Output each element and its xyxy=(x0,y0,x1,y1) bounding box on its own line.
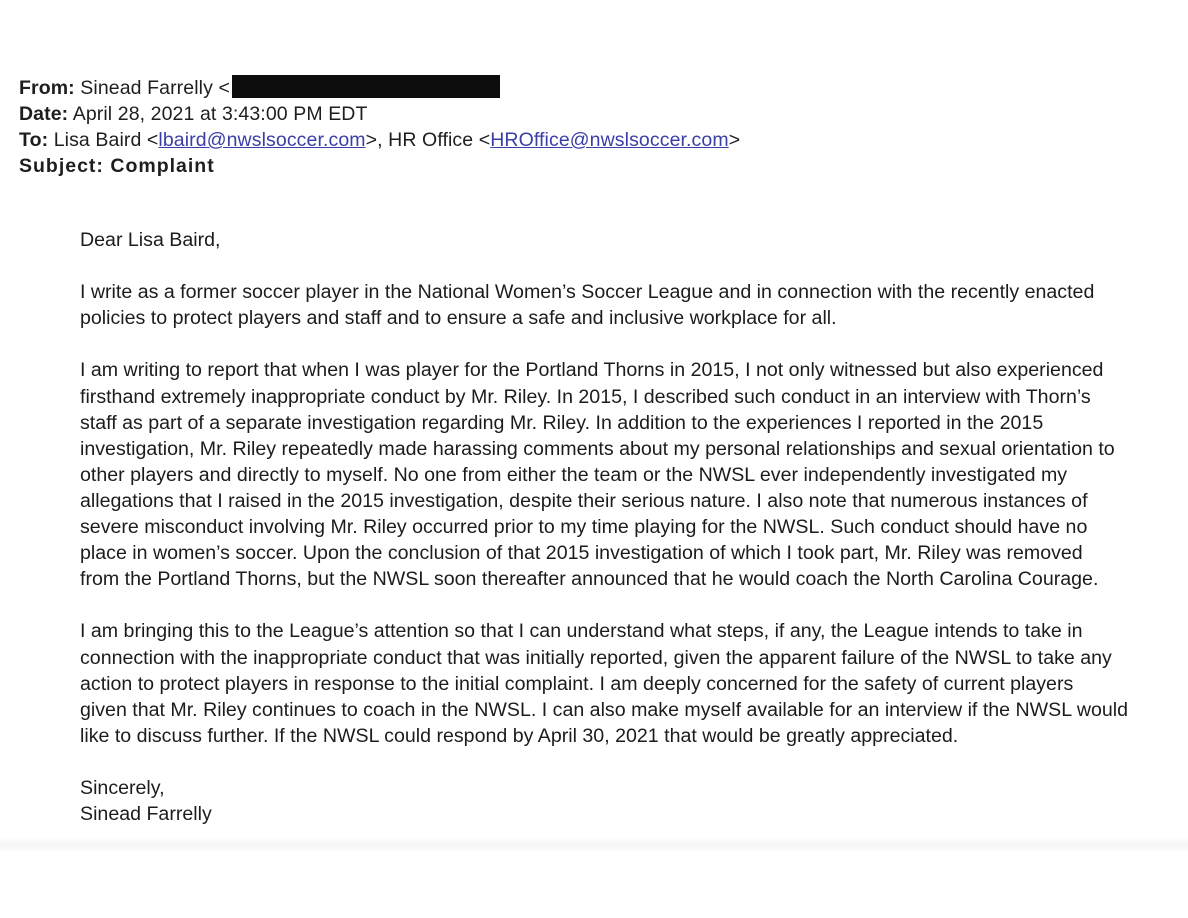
from-label: From: xyxy=(19,77,75,99)
date-row xyxy=(19,101,740,127)
subject-value: Complaint xyxy=(110,155,215,177)
paragraph-line: other players and directly to myself. No one from either the team or the NWSL ever independently investigated my xyxy=(80,463,1068,486)
paragraph-line: allegations that I raised in the 2015 investigation, despite their serious nature. I also note that numerous instances of xyxy=(80,489,1088,512)
paragraph-line: place in women’s soccer. Upon the conclusion of that 2015 investigation of which I took part, Mr. Riley was removed xyxy=(80,542,1083,565)
subject-label: Subject: xyxy=(19,155,104,177)
date-label: Date: xyxy=(19,103,69,125)
from-name: Sinead Farrelly < xyxy=(80,77,230,99)
to-separator: >, HR Office < xyxy=(365,129,491,151)
to-close: > xyxy=(728,129,741,151)
signature: Sinead Farrelly xyxy=(80,803,212,826)
paragraph-intro xyxy=(80,279,1160,331)
paragraph-line: policies to protect players and staff and to ensure a safe and inclusive workplace for all. xyxy=(80,307,837,330)
to-row xyxy=(19,127,740,153)
paragraph-line: investigation, Mr. Riley repeatedly made harassing comments about my personal relationships and sexual orientation to xyxy=(80,437,1115,460)
to-label: To: xyxy=(19,129,49,151)
paragraph-line: from the Portland Thorns, but the NWSL soon thereafter announced that he would coach the North Carolina Courage. xyxy=(80,568,1099,591)
paragraph-line: I am writing to report that when I was player for the Portland Thorns in 2015, I not only witnessed but also experienced xyxy=(80,359,1104,382)
paragraph-line: action to protect players in response to the initial complaint. I am deeply concerned for the safety of current players xyxy=(80,672,1074,695)
email-body xyxy=(80,227,1160,827)
paragraph-line: severe misconduct involving Mr. Riley occurred prior to my time playing for the NWSL. Such conduct should have no xyxy=(80,516,1088,539)
page-bottom-edge xyxy=(0,838,1188,852)
recipient-email-link-hroffice[interactable]: HROffice@nwslsoccer.com xyxy=(490,129,729,151)
paragraph-line: firsthand extremely inappropriate conduct by Mr. Riley. In 2015, I described such conduct in an interview with Thorn’s xyxy=(80,385,1091,408)
date-value: April 28, 2021 at 3:43:00 PM EDT xyxy=(72,103,368,125)
paragraph-request xyxy=(80,618,1160,748)
paragraph-line: connection with the inappropriate conduct that was initially reported, given the apparent failure of the NWSL to take any xyxy=(80,646,1112,669)
paragraph-line: like to discuss further. If the NWSL could respond by April 30, 2021 that would be greatly appreciated. xyxy=(80,724,959,747)
recipient-email-link-lbaird[interactable]: lbaird@nwslsoccer.com xyxy=(158,129,366,151)
redacted-email xyxy=(232,75,500,98)
closing: Sincerely, xyxy=(80,776,165,799)
paragraph-line: I am bringing this to the League’s attention so that I can understand what steps, if any, the League intends to take in xyxy=(80,620,1083,643)
from-row xyxy=(19,75,740,101)
paragraph-line: staff as part of a separate investigation regarding Mr. Riley. In addition to the experiences I reported in the 2015 xyxy=(80,411,1044,434)
email-headers xyxy=(19,75,740,179)
salutation: Dear Lisa Baird, xyxy=(80,229,221,251)
paragraph-report xyxy=(80,357,1160,592)
subject-row xyxy=(19,153,740,179)
to-name-1: Lisa Baird < xyxy=(53,129,159,151)
paragraph-line: given that Mr. Riley continues to coach in the NWSL. I can also make myself available for an interview if the NWSL would xyxy=(80,698,1129,721)
paragraph-line: I write as a former soccer player in the National Women’s Soccer League and in connection with the recently enacted xyxy=(80,281,1095,304)
